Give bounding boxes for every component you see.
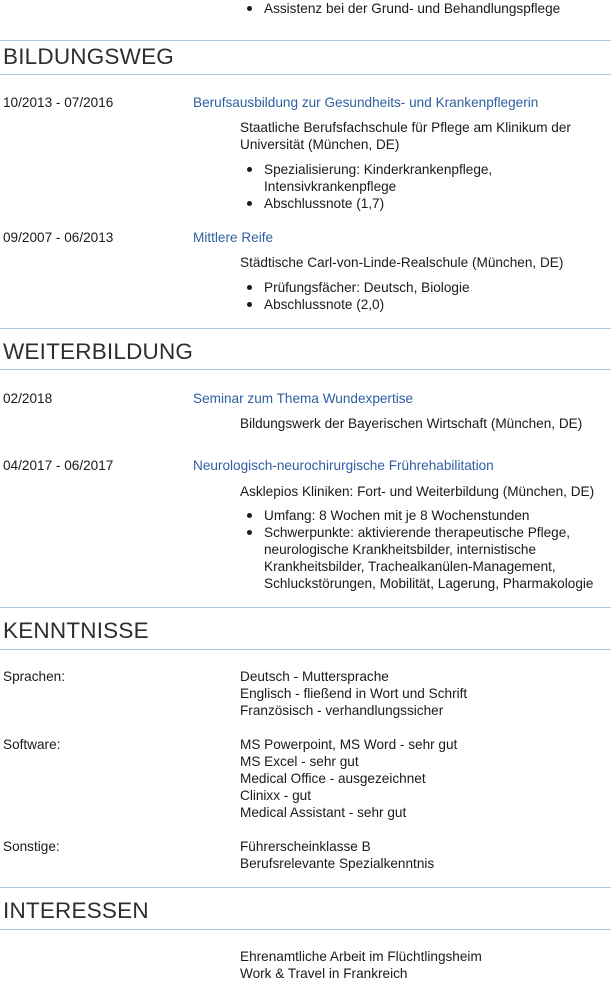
section-rule xyxy=(0,607,611,608)
skill-item: Berufsrelevante Spezialkenntnis xyxy=(240,856,435,871)
entry-bullet: Abschlussnote (2,0) xyxy=(264,297,385,312)
skill-item: Medical Assistant - sehr gut xyxy=(240,805,407,820)
skill-item: MS Powerpoint, MS Word - sehr gut xyxy=(240,737,458,752)
entry-title: Mittlere Reife xyxy=(193,230,274,245)
entry-bullet: Krankheitsbilder, Trachealkanülen-Management, xyxy=(264,559,556,574)
skill-label: Sprachen: xyxy=(3,669,65,684)
interest-item: Ehrenamtliche Arbeit im Flüchtlingsheim xyxy=(240,949,482,964)
section-rule xyxy=(0,74,611,75)
skill-label: Software: xyxy=(3,737,61,752)
section-title-weiterbildung: WEITERBILDUNG xyxy=(3,339,194,364)
entry-bullet: Prüfungsfächer: Deutsch, Biologie xyxy=(264,280,470,295)
entry-bullet: Intensivkrankenpflege xyxy=(264,179,397,194)
section-title-interessen: INTERESSEN xyxy=(3,898,149,923)
entry-title: Neurologisch-neurochirurgische Frührehabilitation xyxy=(193,458,494,473)
entry-bullet: Abschlussnote (1,7) xyxy=(264,196,385,211)
bullet-dot xyxy=(247,201,252,206)
section-rule xyxy=(0,929,611,930)
entry-institution: Städtische Carl-von-Linde-Realschule (München, DE) xyxy=(240,255,564,270)
skill-item: MS Excel - sehr gut xyxy=(240,754,359,769)
section-rule xyxy=(0,887,611,888)
entry-title: Seminar zum Thema Wundexpertise xyxy=(193,391,414,406)
skill-item: Französisch - verhandlungssicher xyxy=(240,703,444,718)
skill-item: Deutsch - Muttersprache xyxy=(240,669,389,684)
bullet-dot xyxy=(247,285,252,290)
entry-bullet: Spezialisierung: Kinderkrankenpflege, xyxy=(264,162,493,177)
entry-date: 04/2017 - 06/2017 xyxy=(3,458,114,473)
skill-item: Englisch - fließend in Wort und Schrift xyxy=(240,686,468,701)
interest-item: Work & Travel in Frankreich xyxy=(240,966,408,981)
section-rule xyxy=(0,369,611,370)
bullet-dot xyxy=(247,167,252,172)
bullet-dot xyxy=(247,302,252,307)
entry-institution: Asklepios Kliniken: Fort- und Weiterbildung (München, DE) xyxy=(240,484,595,499)
section-title-bildungsweg: BILDUNGSWEG xyxy=(3,44,174,69)
section-rule xyxy=(0,328,611,329)
entry-date: 09/2007 - 06/2013 xyxy=(3,230,114,245)
entry-institution: Bildungswerk der Bayerischen Wirtschaft (München, DE) xyxy=(240,416,583,431)
entry-institution: Staatliche Berufsfachschule für Pflege am Klinikum der xyxy=(240,120,571,135)
entry-title: Berufsausbildung zur Gesundheits- und Krankenpflegerin xyxy=(193,95,539,110)
skill-item: Führerscheinklasse B xyxy=(240,839,371,854)
entry-institution: Universität (München, DE) xyxy=(240,137,400,152)
entry-bullet: Schluckstörungen, Mobilität, Lagerung, Pharmakologie xyxy=(264,576,594,591)
entry-bullet: neurologische Krankheitsbilder, internistische xyxy=(264,542,537,557)
top-bullet-text: Assistenz bei der Grund- und Behandlungspflege xyxy=(264,1,561,16)
skill-item: Medical Office - ausgezeichnet xyxy=(240,771,426,786)
bullet-dot xyxy=(247,513,252,518)
bullet-dot xyxy=(247,6,252,11)
skill-item: Clinixx - gut xyxy=(240,788,312,803)
entry-date: 10/2013 - 07/2016 xyxy=(3,95,114,110)
entry-bullet: Schwerpunkte: aktivierende therapeutische Pflege, xyxy=(264,525,571,540)
section-rule xyxy=(0,649,611,650)
section-rule xyxy=(0,40,611,41)
bullet-dot xyxy=(247,530,252,535)
skill-label: Sonstige: xyxy=(3,839,60,854)
entry-bullet: Umfang: 8 Wochen mit je 8 Wochenstunden xyxy=(264,508,530,523)
section-title-kenntnisse: KENNTNISSE xyxy=(3,618,149,643)
entry-date: 02/2018 xyxy=(3,391,53,406)
